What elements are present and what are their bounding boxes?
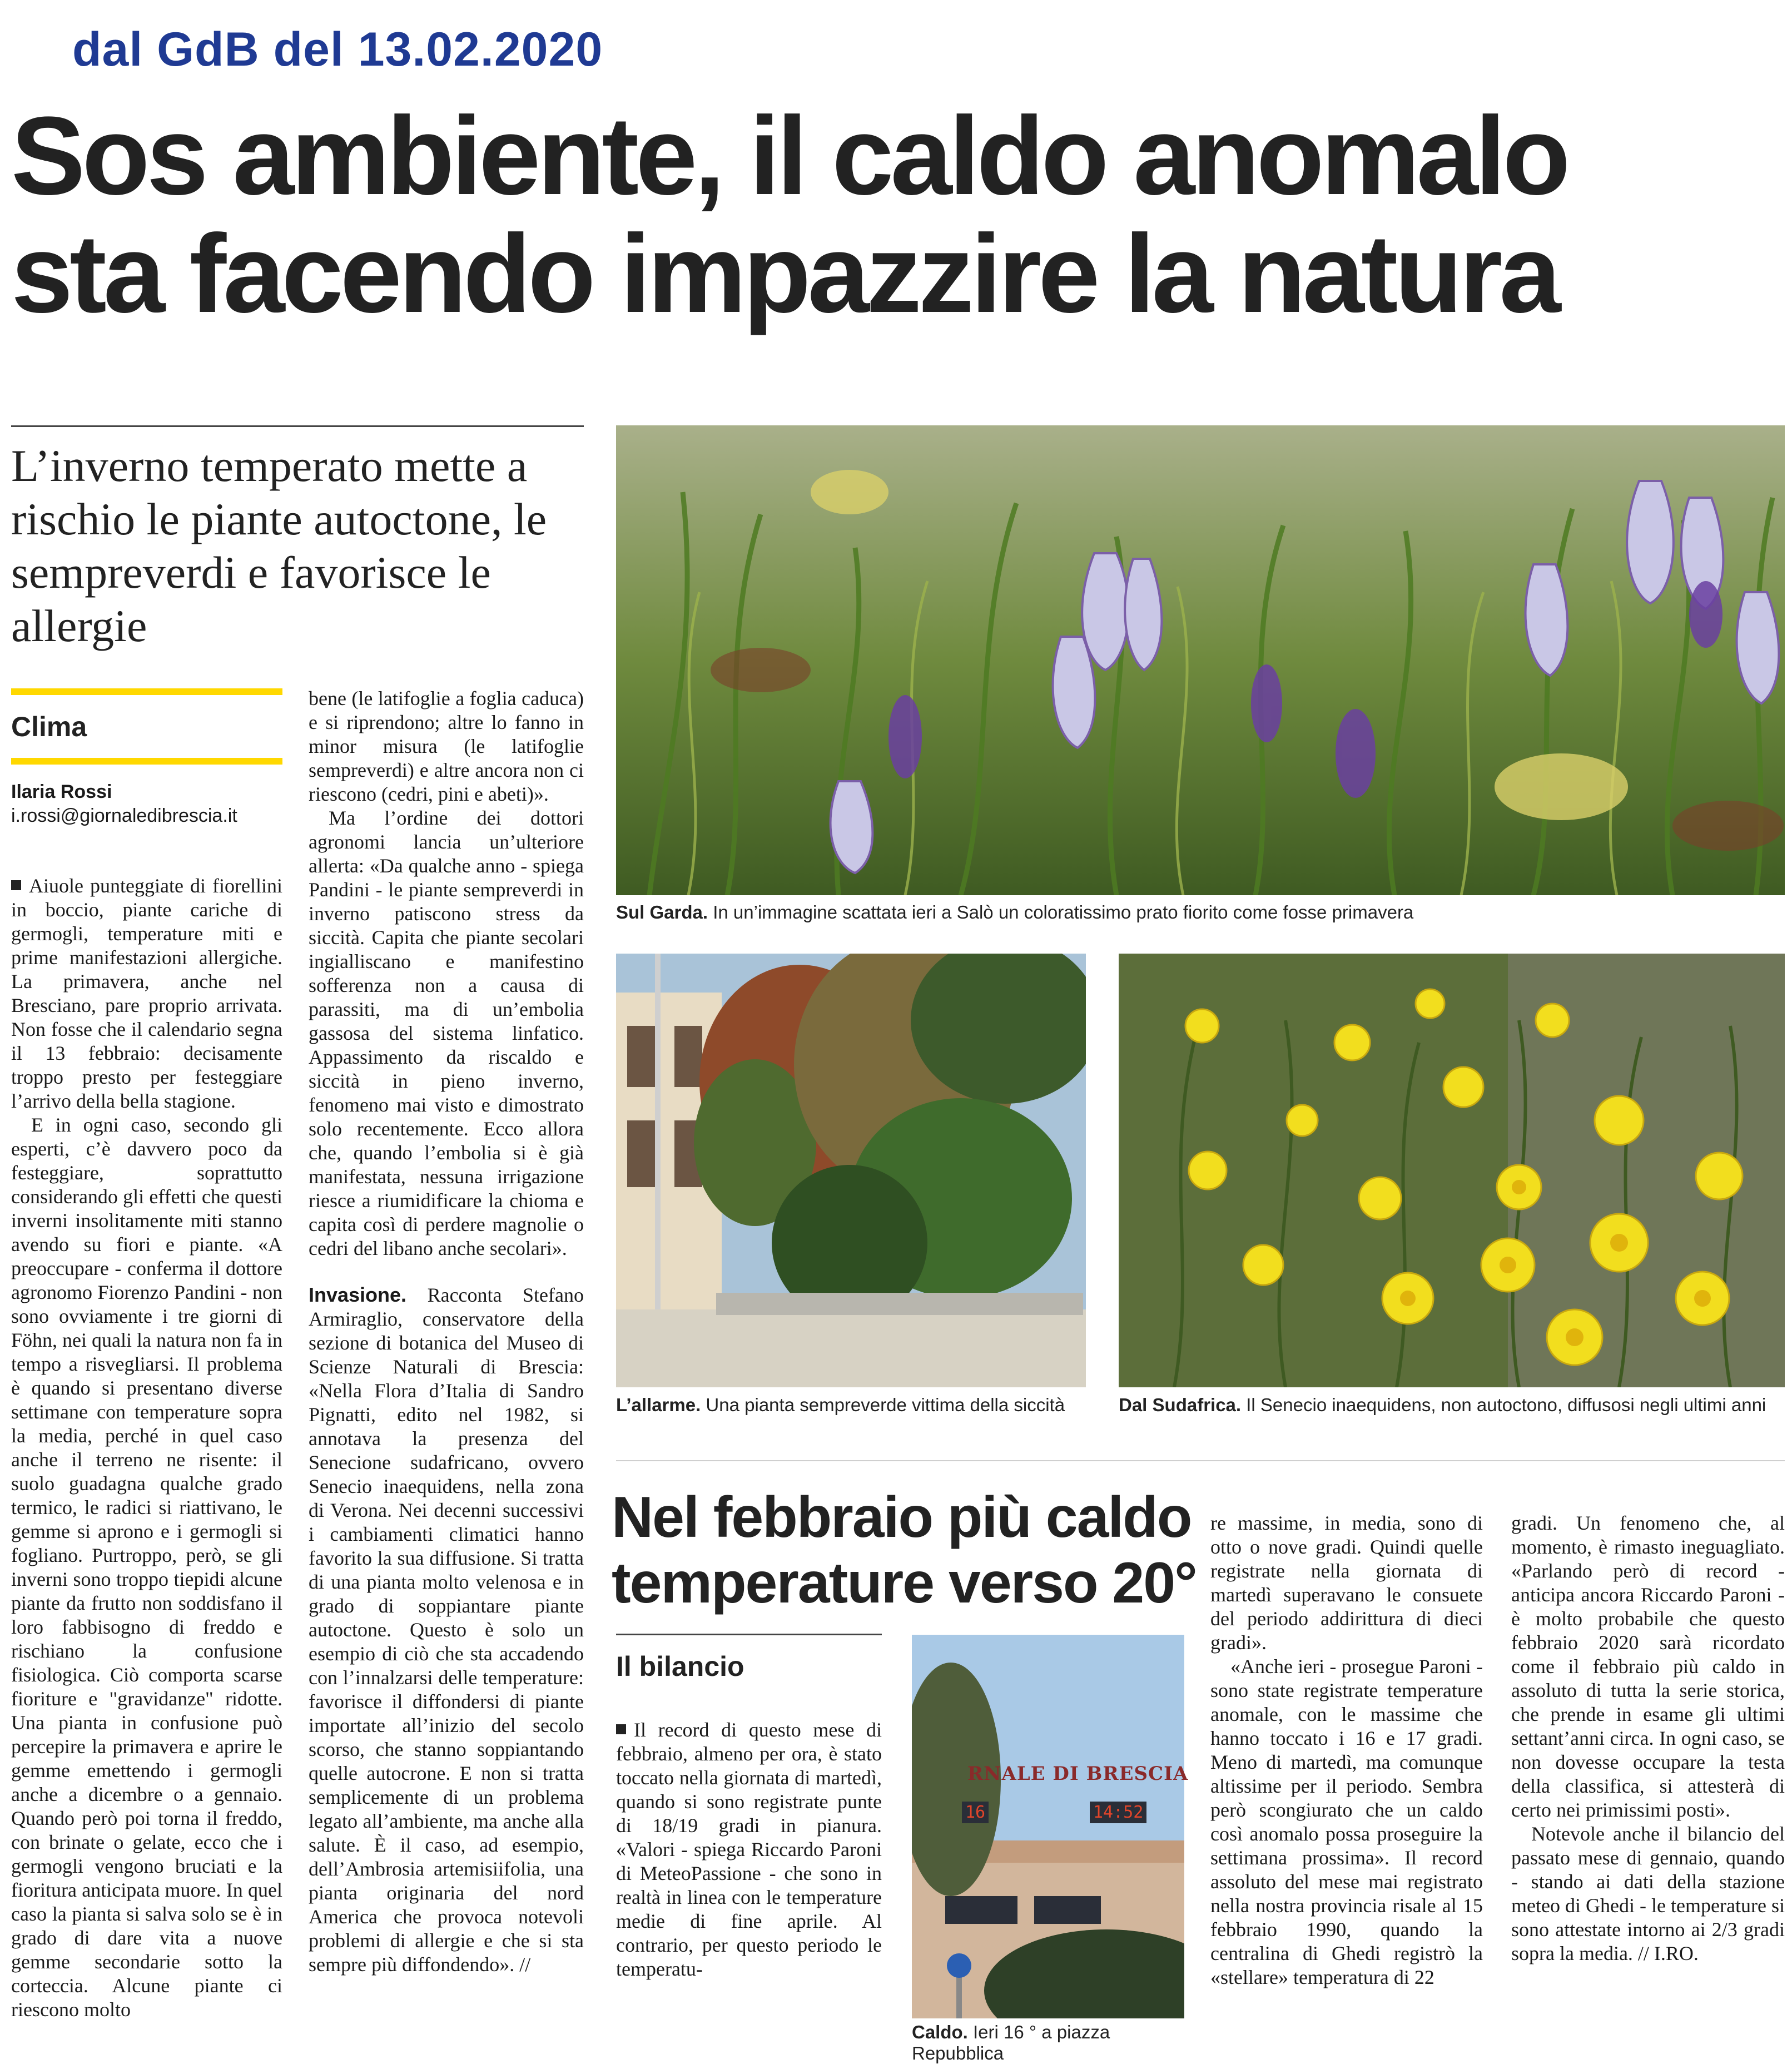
article2-col3-p1: gradi. Un fenomeno che, al momento, è rimasto ineguagliato. «Parlando però di record - anticipa ancora Riccardo Paroni - è molto probabile che questo febbraio 2020 sarà ricordato come il febbraio più caldo in assoluto di tutta la serie storica, che prende in esame gli ultimi settant’anni circa. In ogni caso, se non dovesse occupare la testa della classifica, si attesterà di certo nei primissimi posti». — [1511, 1512, 1785, 1821]
photo-garda-meadow — [616, 425, 1785, 895]
article2-title-line-1: Nel febbraio più caldo — [612, 1485, 1192, 1550]
section-bar-bottom — [11, 758, 282, 765]
caption-garda-text: In un’immagine scattata ieri a Salò un coloratissimo prato fiorito come fosse primavera — [708, 902, 1414, 922]
article2-col2-p2: «Anche ieri - prosegue Paroni - sono state registrate temperature anomale, con le massime che hanno toccato i 16 e 17 gradi. Meno di martedì, ma comunque altissime per il periodo. Sembra però scongiurato che un caldo così anomalo possa proseguire la settimana prossima». Il record assoluto del mese mai registrato nella nostra provincia risale al 15 febbraio 1990, quando la centralina di Ghedi registrò la «stellare» temperatura di 22 — [1210, 1655, 1483, 1988]
article2-column-2 — [1210, 1511, 1483, 1989]
caption-garda-lead: Sul Garda. — [616, 902, 708, 922]
caption-allarme-lead: L’allarme. — [616, 1395, 701, 1415]
article2-col2-p1: re massime, in media, sono di otto o nove gradi. Quindi quelle registrate nella giornata di martedì superavano le consuete del periodo addirittura di dieci gradi». — [1210, 1512, 1483, 1654]
article1-col2-p2: Ma l’ordine dei dottori agronomi lancia un’ulteriore allerta: «Da qualche anno - spiega Pandini - le piante sempreverdi in inverno patiscono stress da siccità. Capita che piante secolari ingialliscano e manifestino sofferenza non a causa di parassiti, ma di un’embolia gassosa del sistema linfatico. Appassimento da riscaldo e siccità in pieno inverno, fenomeno mai visto e dimostrato solo recentemente. Ecco allora che, quando l’embolia si è già manifestata, nessuna irrigazione riesce a riumidificare la chioma e capita così di perdere magnolie o cedri del libano anche secolari». — [309, 807, 584, 1259]
photo-villa-trees — [616, 954, 1086, 1387]
caption-allarme-text: Una pianta sempreverde vittima della siccità — [701, 1395, 1065, 1415]
headline-line-2: sta facendo impazzire la natura — [11, 212, 1558, 336]
article1-col2-invasione: Racconta Stefano Armiraglio, conservatore della sezione di botanica del Museo di Scienze Naturali di Brescia: «Nella Flora d’Italia di Sandro Pignatti, edito nel 1982, si annotava la presenza del Senecione sudafricano, ovvero Senecio inaequidens, nella zona di Verona. Nei decenni successivi i cambiamenti climatici hanno favorito la sua diffusione. Si tratta di una pianta molto velenosa e in grado di soppiantare piante autoctone. Questo è solo un esempio di ciò che sta accadendo con l’innalzarsi delle temperature: favorisce il diffondersi di piante importate all’inizio del secolo scorso, che stanno soppiantando quelle autocrone. E non si tratta semplicemente di un problema legato all’ambiente, ma anche alla salute. È il caso, ad esempio, dell’Ambrosia artemisiifolia, una pianta originaria del nord America che provoca notevoli problemi di allergie e che si sta sempre più diffondendo». // — [309, 1284, 584, 1976]
article1-column-2 — [309, 687, 584, 1977]
caption-sudafrica-text: Il Senecio inaequidens, non autoctono, diffusosi negli ultimi anni — [1241, 1395, 1766, 1415]
invasione-lead: Invasione. — [309, 1283, 407, 1306]
caption-allarme — [616, 1395, 1086, 1416]
article2-top-rule — [616, 1460, 1785, 1461]
article2-title — [612, 1485, 1201, 1616]
article2-column-3 — [1511, 1511, 1785, 1966]
photo-senecio — [1119, 954, 1785, 1387]
article1-col1-p1: Aiuole punteggiate di fiorellini in boccio, piante cariche di germogli, temperature miti e prime manifestazioni allergiche. La primavera, anche nel Bresciano, pare proprio arrivata. Non fosse che il calendario segna il 13 febbraio: decisamente troppo presto per festeggiare l’arrivo della bella stagione. — [11, 875, 282, 1112]
gdb-sign-time: 14:52 — [1090, 1802, 1146, 1823]
gdb-sign-temperature: 16 — [962, 1802, 989, 1823]
article1-col2-p1: bene (le latifoglie a foglia caduca) e si riprendono; altre lo fanno in minor misura (le latifoglie sempreverdi) e altre ancora non ci riescono (cedri, pini e abeti)». — [309, 687, 584, 805]
byline-name: Ilaria Rossi — [11, 781, 112, 802]
photo-gdb-building — [912, 1635, 1184, 2018]
subtitle-rule — [11, 425, 584, 427]
article2-title-line-2: temperature verso 20° — [612, 1551, 1197, 1615]
article1-column-1 — [11, 874, 282, 2022]
bilancio-tag: Il bilancio — [616, 1651, 744, 1682]
paragraph-square-icon — [11, 880, 21, 890]
caption-garda — [616, 902, 1785, 923]
article2-col3-p2: Notevole anche il bilancio del passato mese di gennaio, quando - stando ai dati della stazione meteo di Ghedi - le temperature si sono attestate intorno ai 2/3 gradi sopra la media. // I.RO. — [1511, 1823, 1785, 1964]
caption-caldo-text: Ieri 16 ° a piazza Repubblica — [912, 2022, 1110, 2063]
caption-caldo-lead: Caldo. — [912, 2022, 968, 2042]
source-date: dal GdB del 13.02.2020 — [72, 23, 603, 76]
gdb-building-sign: RNALE DI BRESCIA — [967, 1763, 1189, 1785]
caption-sudafrica-lead: Dal Sudafrica. — [1119, 1395, 1242, 1415]
article2-col1-text: Il record di questo mese di febbraio, almeno per ora, è stato toccato nella giornata di martedì, quando si sono registrate punte di 18/19 gradi in pianura. «Valori - spiega Riccardo Paroni di MeteoPassione - che sono in realtà in linea con le temperature medie di fine aprile. Al contrario, per questo periodo le temperatu- — [616, 1719, 882, 1980]
headline — [11, 94, 1779, 336]
bilancio-rule — [616, 1634, 882, 1635]
subtitle: L’inverno temperato mette a rischio le piante autoctone, le sempreverdi e favorisce le allergie — [11, 440, 547, 651]
paragraph-square-icon — [616, 1724, 626, 1734]
section-bar-top — [11, 688, 282, 695]
section-tag: Clima — [11, 711, 87, 742]
caption-sudafrica — [1119, 1395, 1785, 1416]
caption-caldo — [912, 2022, 1201, 2064]
byline-email: i.rossi@giornaledibrescia.it — [11, 805, 237, 826]
article2-column-1 — [616, 1718, 882, 1981]
article1-col1-p2: E in ogni caso, secondo gli esperti, c’è davvero poco da festeggiare, soprattutto considerando gli effetti che questi inverni insolitamente miti stanno avendo su fiori e piante. «A preoccupare - conferma il dottore agronomo Fiorenzo Pandini - non sono ovviamente i tre giorni di Föhn, nei quali la natura non fa in tempo a risvegliarsi. Il problema è quando si presentano diverse settimane con temperature sopra la media, perché in quel caso anche il terreno ne risente: il suolo guadagna qualche grado termico, le radici si riattivano, le gemme si aprono e i germogli si fogliano. Purtroppo, però, se gli inverni sono troppo tiepidi alcune piante da frutto non soddisfano il loro fabbisogno di freddo e rischiano la confusione fisiologica. Ciò comporta scarse fioriture e "gravidanze" ridotte. Una pianta in confusione può percepire la primavera e aprire le gemme emettendo i germogli anche a dicembre o a gennaio. Quando però poi torna il freddo, con brinate o gelate, ecco che i germogli vengono bruciati e la fioritura anticipata muore. In quel caso la pianta si salva solo se è in grado di dare vita a nuove gemme secondarie sotto la corteccia. Alcune piante ci riescono molto — [11, 1114, 282, 2021]
headline-line-1: Sos ambiente, il caldo anomalo — [11, 94, 1567, 218]
